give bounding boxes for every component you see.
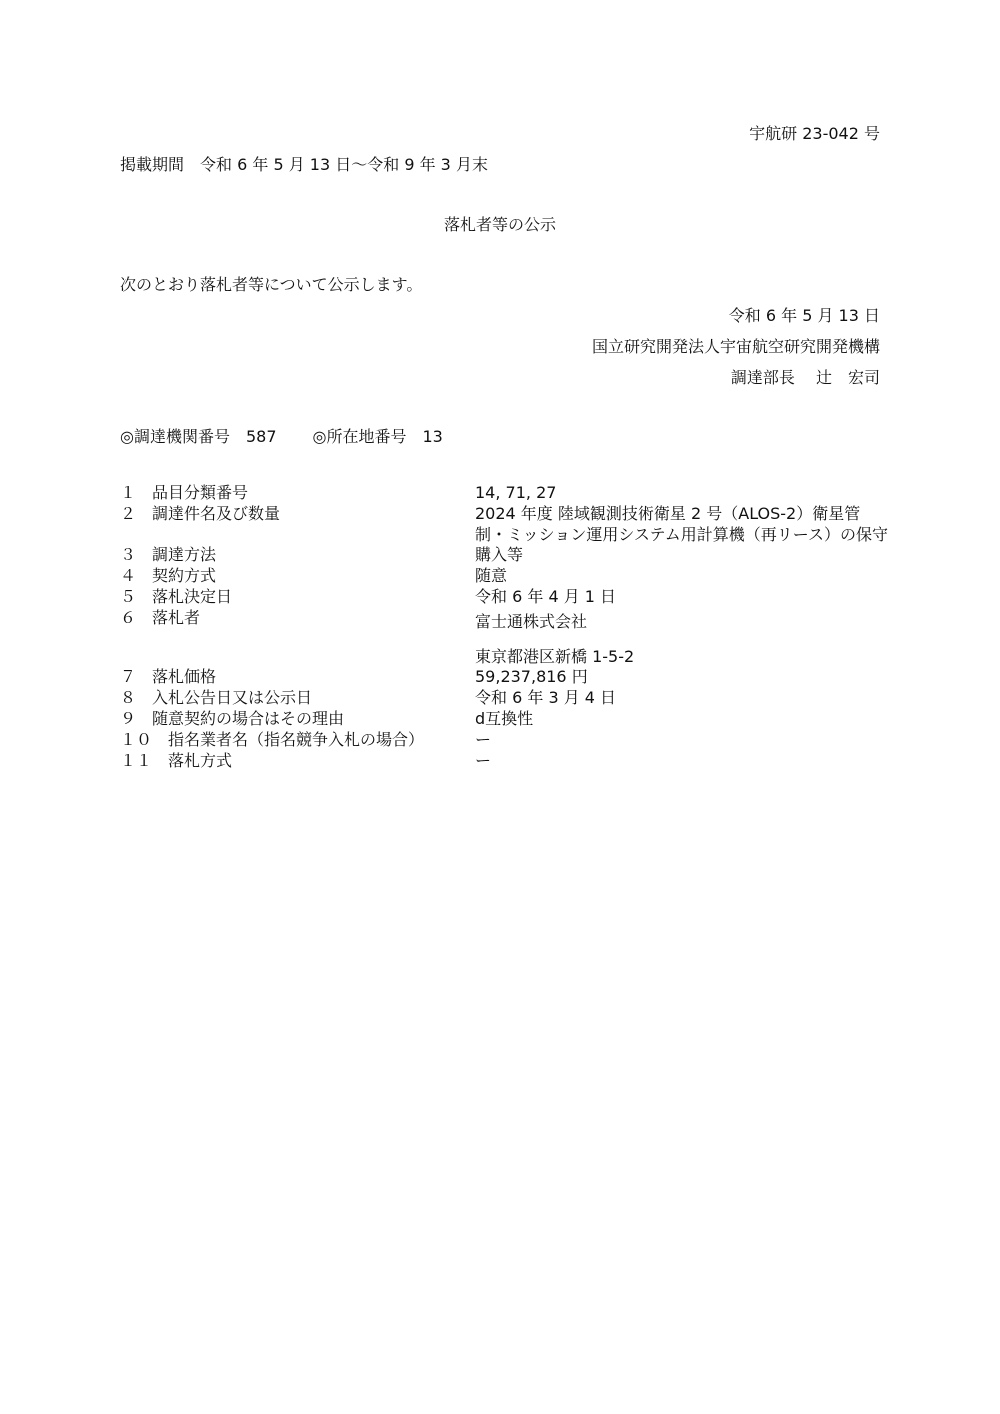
item-row — [120, 709, 890, 730]
item-value-line: 14, 71, 27 — [475, 483, 557, 502]
document-number: 宇航研 23-042 号 — [749, 124, 880, 143]
item-value-line: 2024 年度 陸域観測技術衛星 2 号（ALOS-2）衛星管 — [475, 503, 861, 523]
item-value-line: d互換性 — [475, 708, 534, 728]
location-code: ◎所在地番号 13 — [312, 427, 443, 446]
item-value — [475, 504, 890, 546]
item-value — [475, 688, 890, 709]
item-value — [475, 545, 890, 566]
item-value — [475, 709, 890, 730]
item-label: １０ 指名業者名（指名競争入札の場合） — [120, 729, 425, 749]
item-value-line: 59,237,816 円 — [475, 667, 588, 687]
item-row — [120, 504, 890, 546]
items-list — [120, 483, 890, 771]
item-value — [475, 751, 890, 772]
item-label: ３ 調達方法 — [120, 545, 217, 565]
item-value — [475, 730, 890, 751]
item-row — [120, 483, 890, 504]
item-value — [475, 587, 890, 608]
item-label: ７ 落札価格 — [120, 667, 217, 687]
intro-text: 次のとおり落札者等について公示します。 — [120, 275, 423, 294]
item-label: １１ 落札方式 — [120, 750, 233, 770]
organization-name: 国立研究開発法人宇宙航空研究開発機構 — [591, 337, 880, 356]
item-label: ８ 入札公告日又は公示日 — [120, 688, 313, 708]
item-value-line: 令和 6 年 4 月 1 日 — [475, 586, 617, 606]
item-label: ５ 落札決定日 — [120, 586, 233, 606]
item-value-line: 随意 — [475, 566, 508, 586]
item-row — [120, 730, 890, 751]
procurement-agency-code: ◎調達機関番号 587 — [120, 427, 277, 446]
item-label: ９ 随意契約の場合はその理由 — [120, 708, 345, 728]
item-row — [120, 566, 890, 587]
item-value-line: 東京都港区新橋 1-5-2 — [475, 646, 635, 666]
item-value-line: 制・ミッション運用システム用計算機（再リース）の保守 — [475, 524, 888, 544]
item-value — [475, 667, 890, 688]
item-value-line: 購入等 — [475, 545, 524, 565]
notice-date: 令和 6 年 5 月 13 日 — [728, 306, 880, 325]
item-value — [475, 608, 890, 668]
item-row — [120, 608, 890, 668]
item-label: １ 品目分類番号 — [120, 483, 249, 502]
item-value — [475, 483, 890, 504]
item-row — [120, 688, 890, 709]
item-label: ２ 調達件名及び数量 — [120, 503, 281, 523]
item-row — [120, 751, 890, 772]
item-row — [120, 587, 890, 608]
item-value-line: 令和 6 年 3 月 4 日 — [475, 688, 617, 708]
item-row — [120, 667, 890, 688]
item-value-line: 富士通株式会社 — [475, 611, 588, 631]
item-value-line: ー — [475, 729, 492, 749]
item-label: ６ 落札者 — [120, 607, 201, 627]
item-row — [120, 545, 890, 566]
item-value-line: ー — [475, 750, 492, 770]
codes-line — [120, 427, 443, 448]
posting-period: 掲載期間 令和 6 年 5 月 13 日～令和 9 年 3 月末 — [120, 155, 488, 174]
page-title: 落札者等の公示 — [443, 215, 556, 234]
item-label: ４ 契約方式 — [120, 566, 217, 586]
official-name: 調達部長 辻 宏司 — [730, 368, 880, 387]
item-value — [475, 566, 890, 587]
